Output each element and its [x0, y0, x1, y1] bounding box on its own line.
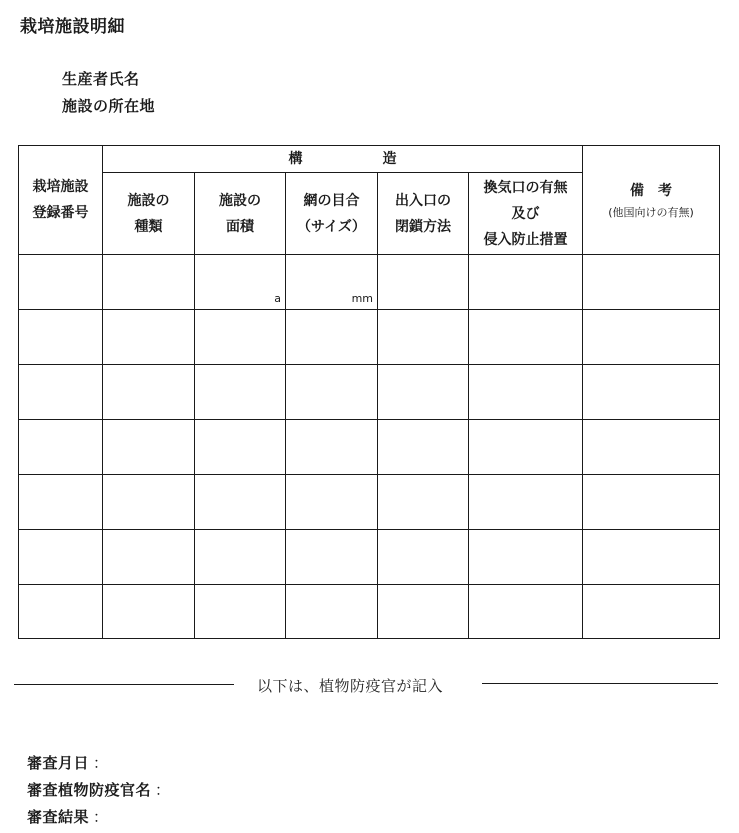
cell-entrance[interactable]	[378, 475, 469, 530]
header-remarks-label: 備考	[630, 183, 686, 199]
cell-registration[interactable]	[19, 255, 103, 310]
header-ventilation	[469, 173, 583, 255]
cell-remarks[interactable]	[583, 585, 720, 639]
cell-remarks[interactable]	[583, 310, 720, 365]
cell-type[interactable]	[103, 475, 195, 530]
document-title: 栽培施設明細	[20, 17, 125, 37]
header-vent-line3: 侵入防止措置	[483, 231, 568, 248]
cell-vent[interactable]	[469, 255, 583, 310]
cell-type[interactable]	[103, 310, 195, 365]
cell-mesh[interactable]	[286, 530, 378, 585]
cell-area[interactable]	[195, 585, 286, 639]
cell-area[interactable]	[195, 475, 286, 530]
table-row	[19, 530, 720, 585]
divider-line-left	[14, 684, 234, 685]
cell-type[interactable]	[103, 530, 195, 585]
header-vent-line2: 及び	[511, 205, 540, 222]
review-result-colon: ：	[93, 808, 109, 826]
facility-location-label: 施設の所在地	[62, 97, 156, 115]
review-officer-label: 審査植物防疫官名	[27, 781, 152, 799]
producer-name-label: 生産者氏名	[62, 70, 140, 88]
cell-area[interactable]	[195, 255, 286, 310]
cell-vent[interactable]	[469, 585, 583, 639]
cell-vent[interactable]	[469, 420, 583, 475]
review-date-field	[27, 752, 109, 773]
cell-remarks[interactable]	[583, 255, 720, 310]
header-structure-char2: 造	[382, 151, 397, 167]
review-date-colon: ：	[93, 754, 109, 772]
cell-registration[interactable]	[19, 585, 103, 639]
cell-registration[interactable]	[19, 310, 103, 365]
cell-type[interactable]	[103, 365, 195, 420]
table-row	[19, 365, 720, 420]
divider-line-right	[482, 683, 718, 684]
cell-mesh[interactable]	[286, 310, 378, 365]
review-officer-colon: ：	[155, 781, 171, 799]
cell-remarks[interactable]	[583, 530, 720, 585]
header-entrance-line1: 出入口の	[395, 192, 451, 209]
header-entrance-closure	[378, 173, 469, 255]
cell-type[interactable]	[103, 420, 195, 475]
cell-registration[interactable]	[19, 530, 103, 585]
header-area-line1: 施設の	[219, 192, 261, 209]
header-mesh-line2: （サイズ）	[297, 218, 366, 235]
table-row	[19, 420, 720, 475]
cell-entrance[interactable]	[378, 310, 469, 365]
header-type-line2: 種類	[134, 218, 163, 235]
cell-remarks[interactable]	[583, 365, 720, 420]
cell-mesh[interactable]	[286, 475, 378, 530]
header-type-line1: 施設の	[127, 192, 170, 209]
cell-registration[interactable]	[19, 420, 103, 475]
cell-vent[interactable]	[469, 475, 583, 530]
cell-area[interactable]	[195, 365, 286, 420]
header-registration-line2: 登録番号	[32, 205, 89, 221]
table-row	[19, 255, 720, 310]
table-row	[19, 475, 720, 530]
review-result-field	[27, 806, 109, 827]
cell-registration[interactable]	[19, 475, 103, 530]
review-date-label: 審査月日	[27, 754, 90, 772]
review-result-label: 審査結果	[27, 808, 90, 826]
table-row	[19, 310, 720, 365]
cell-type[interactable]	[103, 585, 195, 639]
cell-remarks[interactable]	[583, 420, 720, 475]
cell-vent[interactable]	[469, 365, 583, 420]
cell-mesh[interactable]	[286, 255, 378, 310]
facility-table	[18, 145, 720, 639]
official-use-divider-text: 以下は、植物防疫官が記入	[257, 677, 444, 695]
header-area-line2: 面積	[226, 218, 254, 235]
header-vent-line1: 換気口の有無	[483, 179, 568, 196]
header-registration-line1: 栽培施設	[32, 179, 89, 195]
header-mesh-line1: 網の目合	[303, 192, 360, 209]
review-officer-field	[27, 779, 171, 800]
cell-area[interactable]	[195, 530, 286, 585]
cell-registration[interactable]	[19, 365, 103, 420]
header-structure	[103, 146, 583, 173]
cell-entrance[interactable]	[378, 530, 469, 585]
header-entrance-line2: 閉鎖方法	[395, 218, 451, 235]
table-row	[19, 585, 720, 639]
cell-remarks[interactable]	[583, 475, 720, 530]
cell-vent[interactable]	[469, 310, 583, 365]
cell-entrance[interactable]	[378, 255, 469, 310]
cell-mesh[interactable]	[286, 365, 378, 420]
cell-entrance[interactable]	[378, 420, 469, 475]
cell-area[interactable]	[195, 420, 286, 475]
cell-type[interactable]	[103, 255, 195, 310]
cell-entrance[interactable]	[378, 585, 469, 639]
cell-area[interactable]	[195, 310, 286, 365]
area-unit: a	[274, 292, 281, 305]
cell-mesh[interactable]	[286, 585, 378, 639]
cell-vent[interactable]	[469, 530, 583, 585]
mesh-unit: mm	[351, 292, 373, 305]
header-registration-number	[19, 146, 103, 255]
header-facility-area	[195, 173, 286, 255]
cell-mesh[interactable]	[286, 420, 378, 475]
header-mesh-size	[286, 173, 378, 255]
cell-entrance[interactable]	[378, 365, 469, 420]
header-remarks-note: (他国向けの有無)	[608, 206, 694, 219]
header-remarks	[583, 146, 720, 255]
header-facility-type	[103, 173, 195, 255]
header-structure-char1: 構	[288, 151, 303, 167]
